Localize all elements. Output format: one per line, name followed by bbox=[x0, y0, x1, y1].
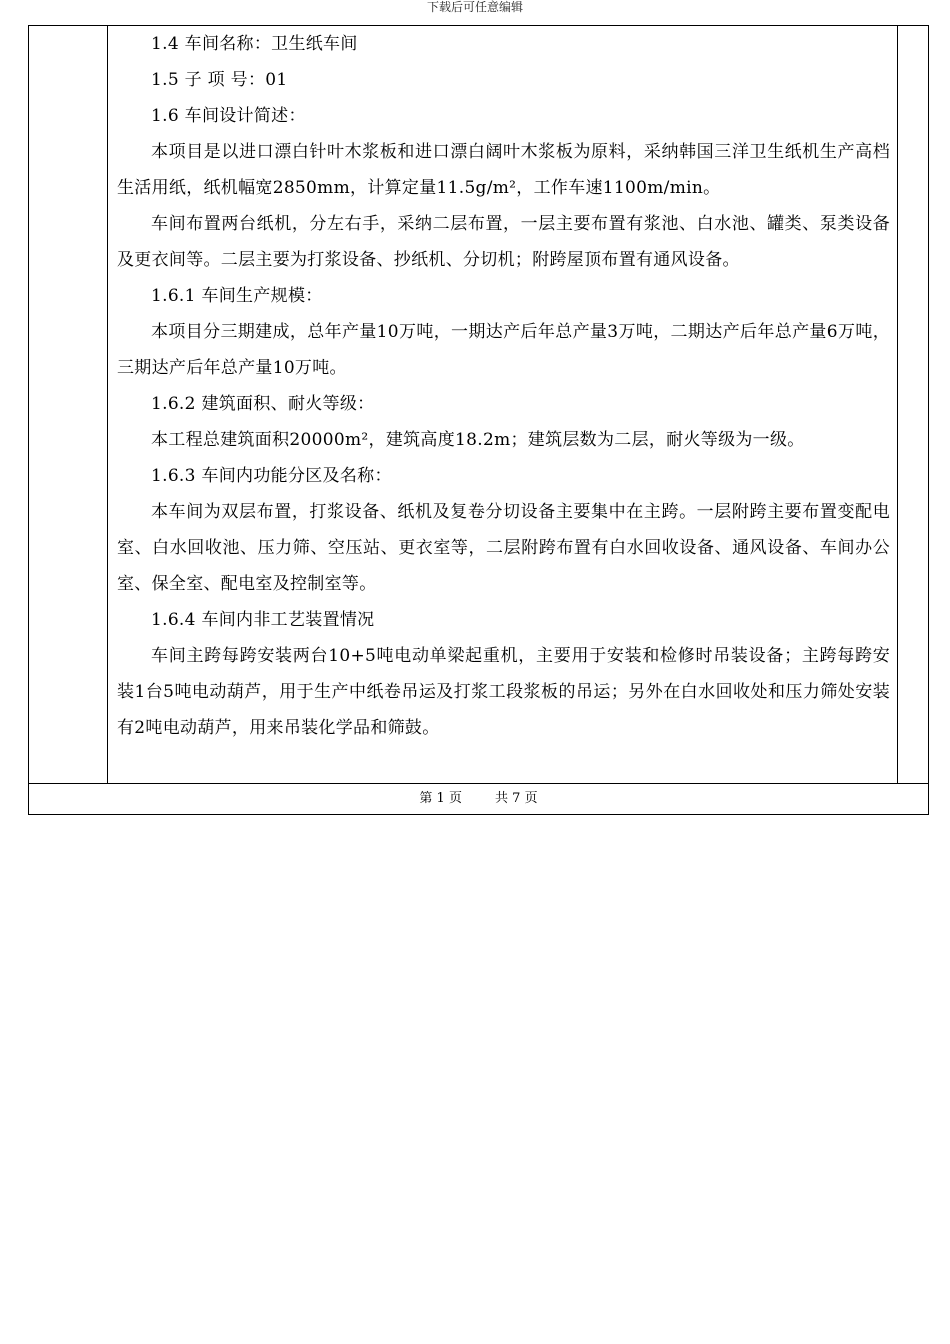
paragraph-layout: 车间布置两台纸机，分左右手，采纳二层布置，一层主要布置有浆池、白水池、罐类、泵类设备及更衣间等。二层主要为打浆设备、抄纸机、分切机；附跨屋顶布置有通风设备。 bbox=[117, 214, 890, 270]
paragraph-zones: 本车间为双层布置，打浆设备、纸机及复卷分切设备主要集中在主跨。一层附跨主要布置变配电室、白水回收池、压力筛、空压站、更衣室等，二层附跨布置有白水回收设备、通风设备、车间办公室、保全室、配电室及控制室等。 bbox=[117, 502, 890, 594]
page-total: 共 7 页 bbox=[495, 791, 538, 806]
section-1-4-title: 1.4 车间名称：卫生纸车间 bbox=[151, 34, 358, 54]
paragraph-building-area: 本工程总建筑面积20000m²，建筑高度18.2m；建筑层数为二层，耐火等级为一级。 bbox=[151, 430, 805, 450]
section-1-5-title: 1.5 子 项 号：01 bbox=[151, 70, 288, 90]
paragraph-raw-materials: 本项目是以进口漂白针叶木浆板和进口漂白阔叶木浆板为原料，采纳韩国三洋卫生纸机生产高档生活用纸，纸机幅宽2850mm，计算定量11.5g/m²，工作车速1100m/min。 bbox=[117, 142, 890, 198]
section-1-6-3-title: 1.6.3 车间内功能分区及名称： bbox=[151, 466, 392, 486]
paragraph-cranes: 车间主跨每跨安装两台10+5吨电动单梁起重机，主要用于安装和检修时吊装设备；主跨每跨安装1台5吨电动葫芦，用于生产中纸卷吊运及打浆工段浆板的吊运；另外在白水回收处和压力筛处安装有2吨电动葫芦，用来吊装化学品和筛鼓。 bbox=[117, 646, 890, 738]
page-number: 第 1 页 bbox=[419, 791, 462, 806]
section-1-6-title: 1.6 车间设计简述： bbox=[151, 106, 306, 126]
page-footer bbox=[29, 783, 928, 814]
section-1-6-1-title: 1.6.1 车间生产规模： bbox=[151, 286, 323, 306]
section-1-6-4-title: 1.6.4 车间内非工艺装置情况 bbox=[151, 610, 375, 630]
left-margin-column bbox=[29, 26, 108, 783]
document-table bbox=[28, 25, 929, 815]
header-note: 下载后可任意编辑 bbox=[426, 0, 523, 14]
section-1-6-2-title: 1.6.2 建筑面积、耐火等级： bbox=[151, 394, 375, 414]
right-margin-column bbox=[897, 26, 928, 783]
content-cell bbox=[108, 26, 898, 783]
paragraph-scale: 本项目分三期建成，总年产量10万吨，一期达产后年总产量3万吨，二期达产后年总产量6万吨，三期达产后年总产量10万吨。 bbox=[117, 322, 890, 378]
